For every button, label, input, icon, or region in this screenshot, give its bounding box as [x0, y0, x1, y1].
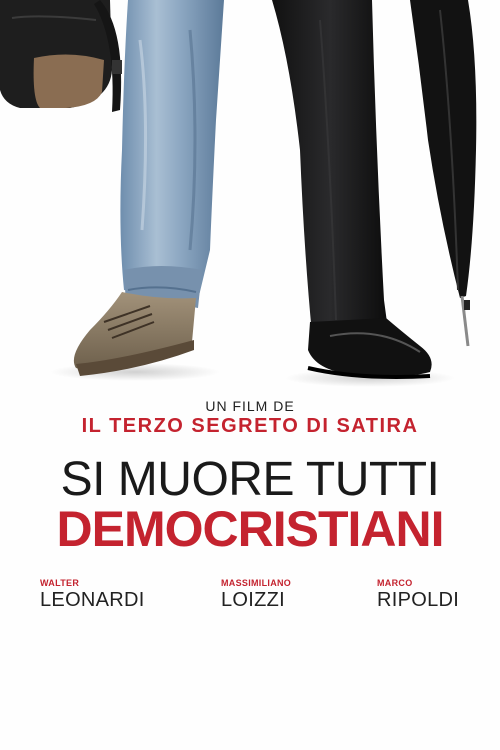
credit-line: UN FILM DE	[205, 398, 295, 414]
cast-last-name: LOIZZI	[221, 589, 286, 611]
cast-first-name: WALTER	[40, 578, 80, 588]
title-line-2: DEMOCRISTIANI	[56, 501, 444, 557]
cast-first-name: MASSIMILIANO	[221, 578, 292, 588]
cast-member-1	[40, 578, 200, 612]
jeans-legs	[120, 0, 224, 308]
cast-member-2	[221, 578, 381, 612]
suede-shoe	[74, 292, 196, 376]
director-credit: IL TERZO SEGRETO DI SATIRA	[81, 415, 419, 437]
leather-shoe	[308, 318, 432, 377]
cast-first-name: MARCO	[377, 578, 413, 588]
backpack	[0, 0, 122, 112]
umbrella	[410, 0, 476, 346]
title-line-1: SI MUORE TUTTI	[60, 453, 440, 506]
suit-legs	[272, 0, 388, 334]
cast-member-3	[377, 578, 500, 612]
cast-last-name: LEONARDI	[40, 589, 145, 611]
cast-last-name: RIPOLDI	[377, 589, 460, 611]
